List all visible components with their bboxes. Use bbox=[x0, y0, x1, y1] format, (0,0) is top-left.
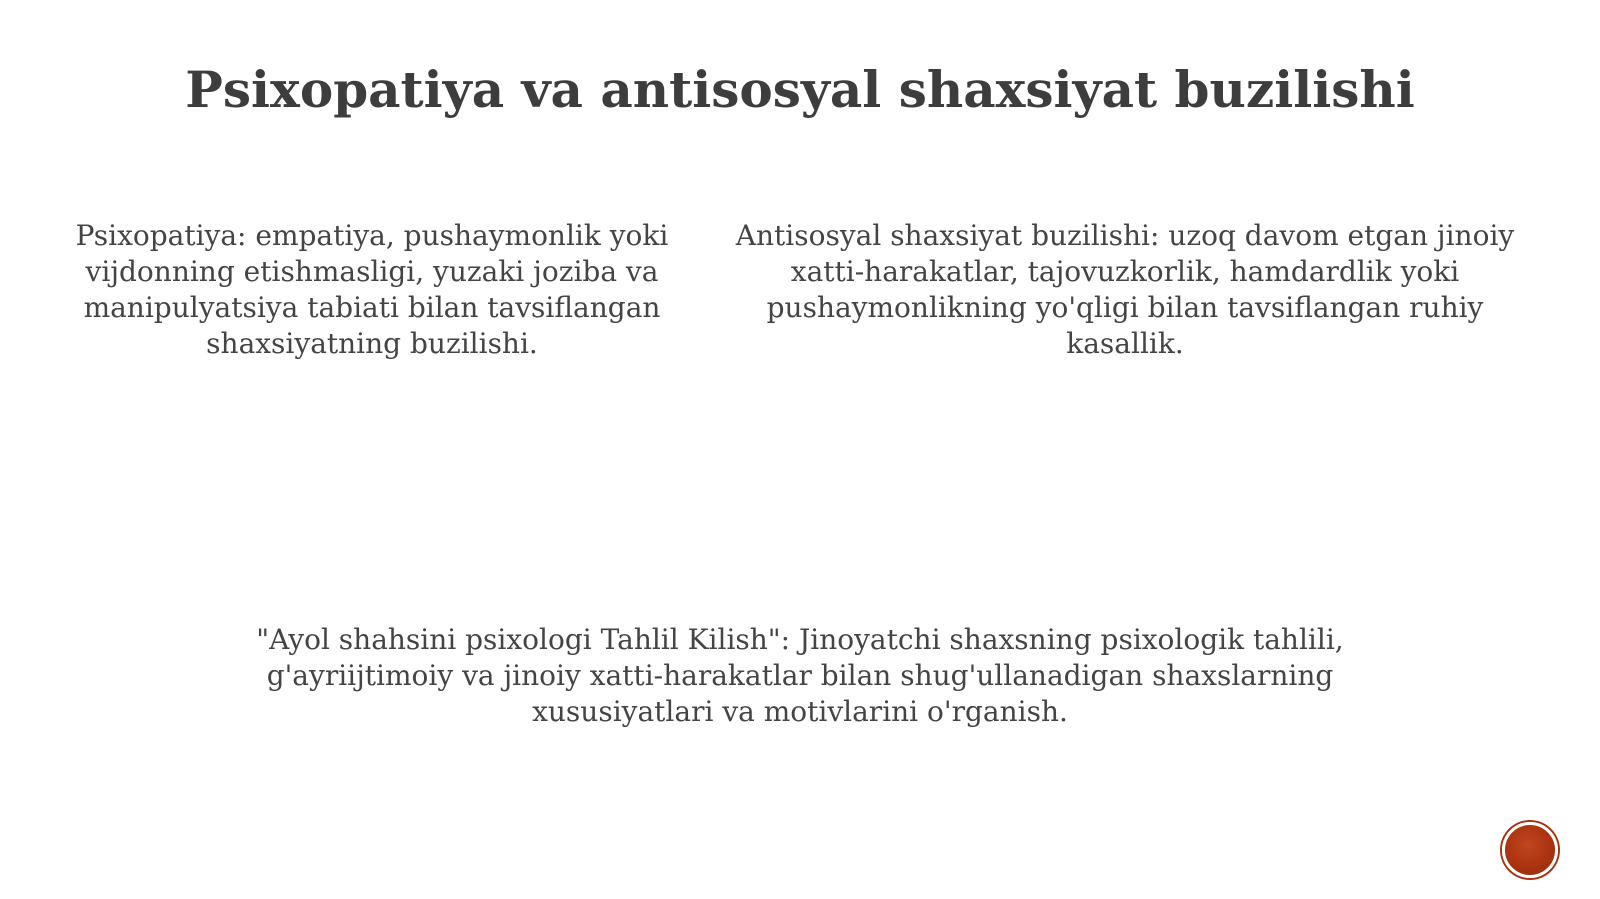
analysis-description: "Ayol shahsini psixologi Tahlil Kilish": Jinoyatchi shaxsning psixologik tahlili, g'ayriijtimoiy va jinoiy xatti-harakatlar bilan shug'ullanadigan shaxslarning xususiyatlari va motivlarini o'rganish. bbox=[256, 623, 1344, 728]
antisocial-disorder-definition: Antisosyal shaxsiyat buzilishi: uzoq davom etgan jinoiy xatti-harakatlar, tajovuzkorlik, hamdardlik yoki pushaymonlikning yo'qligi bilan tavsiflangan ruhiy kasallik. bbox=[735, 219, 1515, 360]
slide-title: Psixopatiya va antisosyal shaxsiyat buzilishi bbox=[185, 60, 1415, 119]
psychopathy-definition: Psixopatiya: empatiya, pushaymonlik yoki vijdonning etishmasligi, yuzaki joziba va manipulyatsiya tabiati bilan tavsiflangan shaxsiyatning buzilishi. bbox=[75, 219, 669, 360]
slide-nav-button[interactable] bbox=[1502, 822, 1558, 878]
